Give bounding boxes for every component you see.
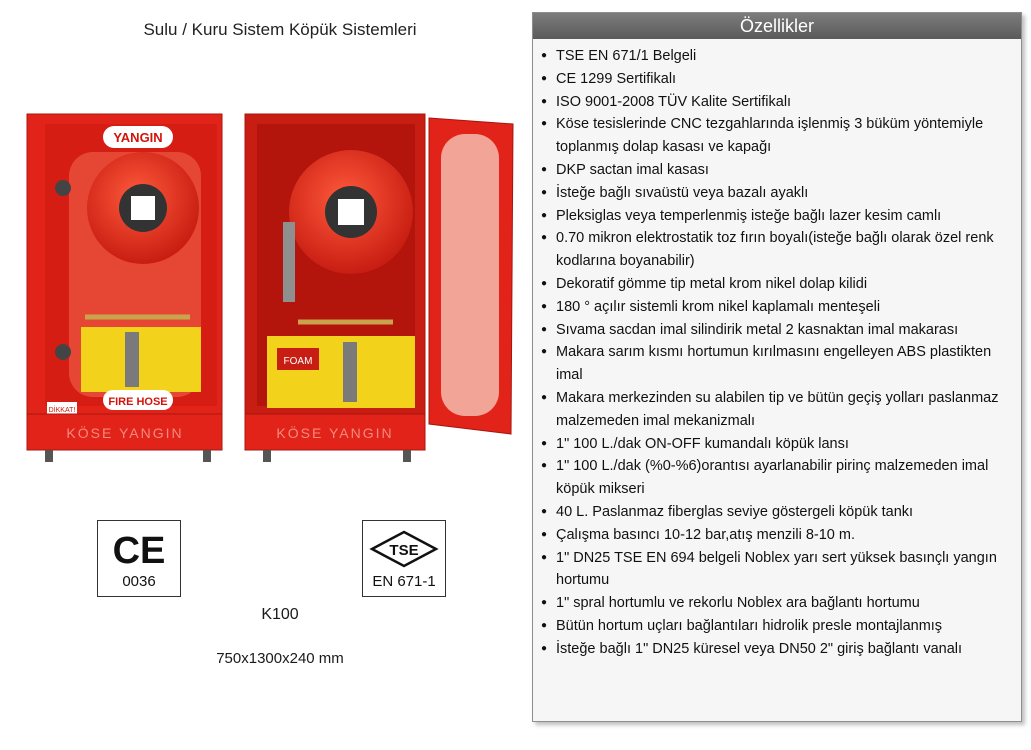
tse-mark-text: TSE: [389, 542, 419, 559]
ce-mark-text: CE: [112, 530, 166, 569]
feature-item: ● 0.70 mikron elektrostatik toz fırın boyalı(isteğe bağlı olarak özel renk kodlarına boyanabilir): [541, 227, 1015, 273]
model-code: K100: [261, 606, 299, 623]
ce-mark-icon: [109, 529, 169, 569]
feature-item: ● Çalışma basıncı 10-12 bar,atış menzili 8-10 m.: [541, 524, 1015, 547]
ce-code: 0036: [122, 573, 156, 590]
feature-item: ● Pleksiglas veya temperlenmiş isteğe bağlı lazer kesim camlı: [541, 205, 1015, 228]
yangin-label: YANGIN: [113, 130, 163, 145]
feature-item: ● ISO 9001-2008 TÜV Kalite Sertifikalı: [541, 91, 1015, 114]
feature-item: ● 1" spral hortumlu ve rekorlu Noblex ara bağlantı hortumu: [541, 592, 1015, 615]
foam-label: FOAM: [283, 356, 313, 367]
tse-mark-icon: [369, 529, 439, 569]
dikkat-label: DİKKAT!: [48, 407, 76, 414]
feature-item: ● İsteğe bağlı sıvaüstü veya bazalı ayaklı: [541, 182, 1015, 205]
feature-item: ● Sıvama sacdan imal silindirik metal 2 kasnaktan imal makarası: [541, 319, 1015, 342]
tse-certificate: [362, 520, 446, 597]
feature-item: ● Bütün hortum uçları bağlantıları hidrolik presle montajlanmış: [541, 615, 1015, 638]
feature-item: ● Dekoratif gömme tip metal krom nikel dolap kilidi: [541, 273, 1015, 296]
kose-yangin-label-2: KÖSE YANGIN: [276, 425, 394, 441]
features-header: Özellikler: [533, 13, 1021, 39]
feature-item: ● Makara sarım kısmı hortumun kırılmasını engelleyen ABS plastikten imal: [541, 341, 1015, 387]
feature-item: ● 1" 100 L./dak ON-OFF kumandalı köpük lansı: [541, 433, 1015, 456]
feature-item: ● 1" 100 L./dak (%0-%6)orantısı ayarlanabilir pirinç malzemeden imal köpük mikseri: [541, 455, 1015, 501]
page-title: Sulu / Kuru Sistem Köpük Sistemleri: [143, 20, 417, 39]
feature-item: ● İsteğe bağlı 1" DN25 küresel veya DN50 2" giriş bağlantı vanalı: [541, 638, 1015, 661]
feature-item: ● 40 L. Paslanmaz fiberglas seviye göstergeli köpük tankı: [541, 501, 1015, 524]
feature-item: ● Makara merkezinden su alabilen tip ve bütün geçiş yolları paslanmaz malzemeden imal mekanizmalı: [541, 387, 1015, 433]
open-cabinet-image: [243, 112, 518, 464]
features-panel: [532, 12, 1022, 722]
tse-code: EN 671-1: [372, 573, 436, 590]
feature-item: ● DKP sactan imal kasası: [541, 159, 1015, 182]
kose-yangin-label: KÖSE YANGIN: [66, 425, 184, 441]
feature-item: ● Köse tesislerinde CNC tezgahlarında işlenmiş 3 büküm yöntemiyle toplanmış dolap kasası ve kapağı: [541, 113, 1015, 159]
closed-cabinet-image: [25, 112, 230, 464]
fire-hose-label: FIRE HOSE: [108, 396, 168, 408]
ce-certificate: [97, 520, 181, 597]
dimensions: 750x1300x240 mm: [216, 650, 344, 667]
features-list: [533, 39, 1021, 661]
feature-item: ● 1" DN25 TSE EN 694 belgeli Noblex yarı sert yüksek basınçlı yangın hortumu: [541, 547, 1015, 593]
feature-item: ● CE 1299 Sertifikalı: [541, 68, 1015, 91]
feature-item: ● 180 ° açılır sistemli krom nikel kaplamalı menteşeli: [541, 296, 1015, 319]
feature-item: ● TSE EN 671/1 Belgeli: [541, 45, 1015, 68]
